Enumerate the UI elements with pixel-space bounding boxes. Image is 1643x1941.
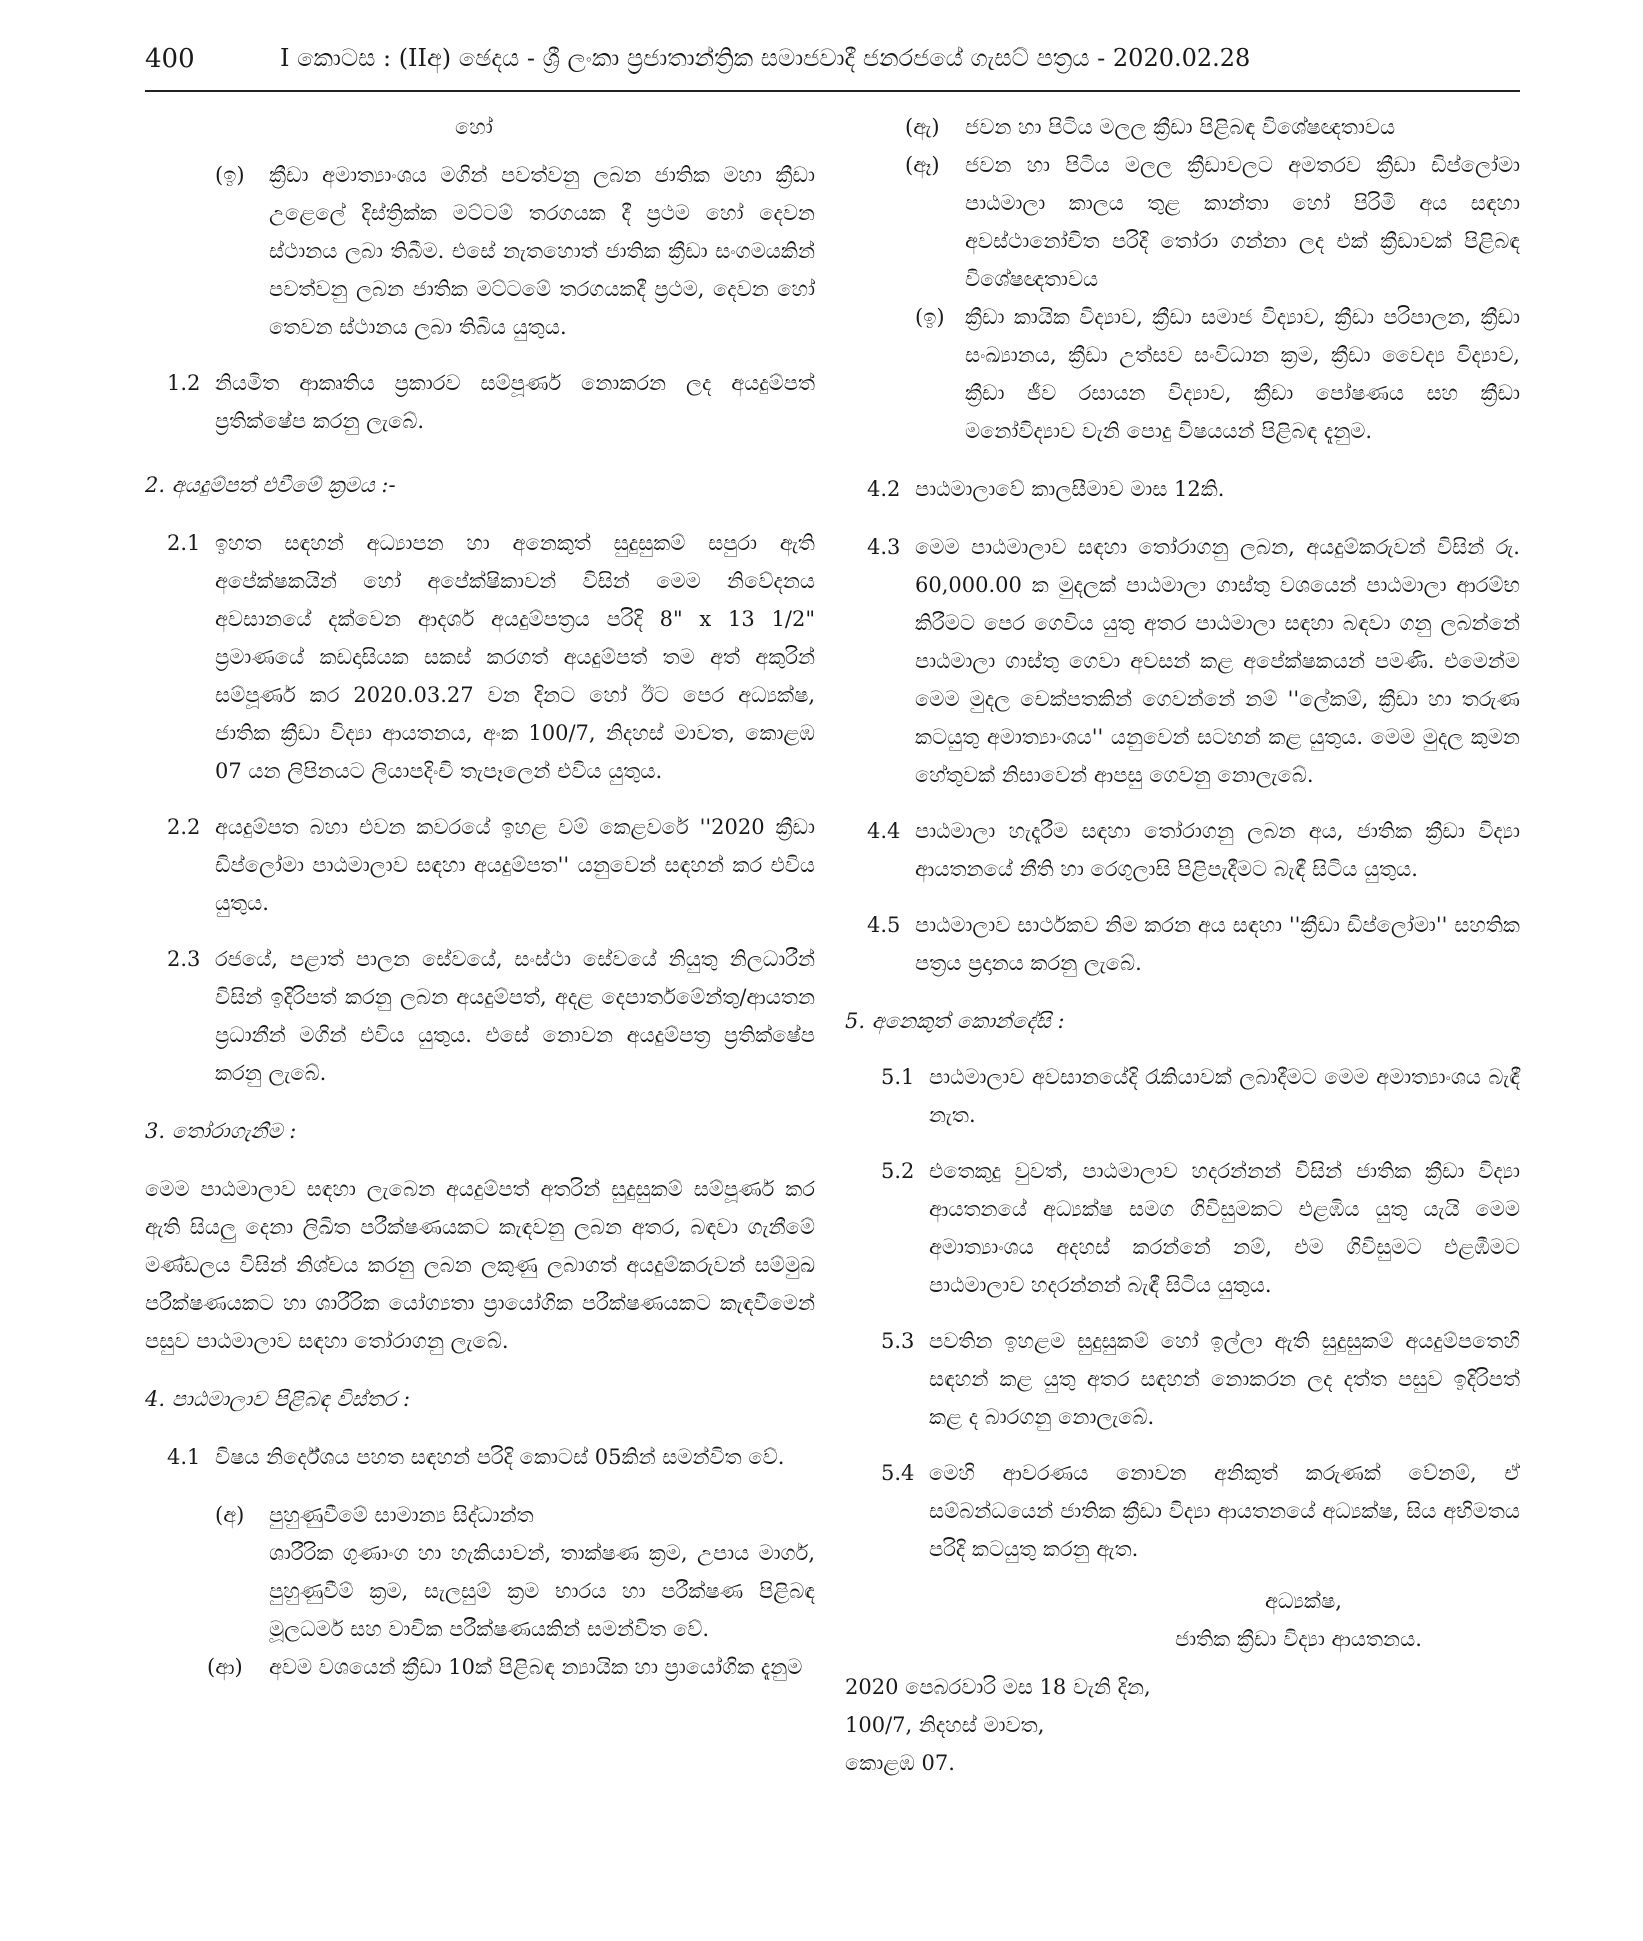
section-4-3-label: 4.3 xyxy=(867,535,901,559)
section-4-5 xyxy=(845,906,1520,982)
section-2-3-text: රජයේ, පළාත් පාලන සේවයේ, සංස්ථා සේවයේ නියුතු නිලධාරීන් විසින් ඉදිරිපත් කරනු ලබන අයදුම්පත්, අදළ දෙපාර්තමේන්තු/ආයතන ප්‍රධානීන් මගින් එවිය යුතුය. එසේ නොවන අයදුම්පත්‍ර ප්‍රතික්ෂේප කරනු ලැබේ. xyxy=(215,947,815,1085)
section-4-5-label: 4.5 xyxy=(867,913,901,937)
or-text: හෝ xyxy=(455,115,493,139)
item-i-right xyxy=(845,298,1520,450)
right-column xyxy=(845,108,1520,1782)
item-ae-text: ජවන හා පිටිය මලල ක්‍රීඩා පිළිබඳ විශේෂඥතාවය xyxy=(965,115,1396,139)
heading-3: 3. තෝරාගැනීම : xyxy=(145,1119,297,1143)
left-column xyxy=(145,108,815,1686)
section-4-2 xyxy=(845,470,1520,508)
notice-date: 2020 පෙබරවාරි මස 18 වැනි දින, xyxy=(845,1675,1151,1699)
item-aee-text: ජවන හා පිටිය මලල ක්‍රීඩාවලට අමතරව ක්‍රීඩා ඩිප්ලෝමා පාඨමාලා කාලය තුළ කාන්තා හෝ පිරිමි අය සඳහා අවස්ථානෝචිත පරිදි තෝරා ගන්නා ලද එක් ක්‍රීඩාවක් පිළිබඳ විශේෂඥතාවය xyxy=(965,153,1520,291)
address-line-2: කොළඹ 07. xyxy=(845,1751,955,1775)
section-4-3 xyxy=(845,528,1520,794)
section-2-2-label: 2.2 xyxy=(167,815,201,839)
item-ae-label: (ඇ) xyxy=(905,115,940,139)
section-4-4-text: පාඨමාලා හැදෑරීම සඳහා තෝරාගනු ලබන අය, ජාතික ක්‍රීඩා විද්‍යා ආයතනයේ නීති හා රෙගුලාසි පිළිපැදීමට බැඳී සිටිය යුතුය. xyxy=(915,819,1520,881)
section-5-2-text: එතෙකුදු වුවත්, පාඨමාලාව හදරන්නන් විසින් ජාතික ක්‍රීඩා විද්‍යා ආයතනයේ අධ්‍යක්ෂ සමග ගිවිසුමකට එළඹිය යුතු යැයි මෙම අමාත්‍යාංශය අදහස් කරන්නේ නම්, එම ගිවිසුමට එළඹීමට පාඨමාලාව හදරන්නන් බැඳී සිටිය යුතුය. xyxy=(929,1159,1520,1297)
page-number: 400 xyxy=(145,44,195,74)
heading-4: 4. පාඨමාලාව පිළිබඳ විස්තර : xyxy=(145,1387,411,1411)
heading-2: 2. අයදුම්පත් එවීමේ ක්‍රමය :- xyxy=(145,473,396,497)
date-address-block xyxy=(845,1668,1520,1782)
section-4-3-text: මෙම පාඨමාලාව සඳහා තෝරාගනු ලබන, අයදුම්කරුවන් විසින් රු. 60,000.00 ක මුදලක් පාඨමාලා ගාස්තු වශයෙන් පාඨමාලා ආරම්භ කිරීමට පෙර ගෙවිය යුතු අතර පාඨමාලා සඳහා බඳවා ගනු ලබන්නේ පාඨමාලා ගාස්තු ගෙවා අවසන් කළ අපේක්ෂකයන් පමණි. එමෙන්ම මෙම මුදල චෙක්පතකින් ගෙවන්නේ නම් ''ලේකම්, ක්‍රීඩා හා තරුණ කටයුතු අමාත්‍යාංශය'' යනුවෙන් සටහන් කළ යුතුය. මෙම මුදල කුමන හේතුවක් නිසාවෙන් ආපසු ගෙවනු නොලැබේ. xyxy=(915,535,1520,787)
item-i-text: ක්‍රීඩා අමාත්‍යාංශය මගින් පවත්වනු ලබන ජාතික මහා ක්‍රීඩා උළෙලේ දිස්ත්‍රික්ක මට්ටම් තරගයක දී ප්‍රථම හෝ දෙවන ස්ථානය ලබා තිබීම. එසේ නැතහොත් ජාතික ක්‍රීඩා සංගමයකින් පවත්වනු ලබන ජාතික මට්ටමේ තරගයකදී ප්‍රථම, දෙවන හෝ තෙවන ස්ථානය ලබා තිබිය යුතුය. xyxy=(269,163,815,339)
section-4-1 xyxy=(145,1438,815,1476)
section-4-2-label: 4.2 xyxy=(867,477,901,501)
item-aa-text: අවම වශයෙන් ක්‍රීඩා 10ක් පිළිබඳ න්‍යායික හා ප්‍රායෝගික දැනුම xyxy=(269,1655,803,1679)
section-5-1 xyxy=(845,1058,1520,1134)
section-4-1-label: 4.1 xyxy=(167,1445,201,1469)
item-aee xyxy=(845,146,1520,298)
header-rule xyxy=(145,90,1520,92)
section-2-1 xyxy=(145,524,815,790)
section-5-3 xyxy=(845,1322,1520,1436)
section-5-4 xyxy=(845,1454,1520,1568)
section-5-2-label: 5.2 xyxy=(881,1159,915,1183)
section-5-1-text: පාඨමාලාව අවසානයේදි රැකියාවක් ලබාදීමට මෙම අමාත්‍යාංශය බැඳී නැත. xyxy=(929,1065,1520,1127)
item-i-label: (ඉ) xyxy=(215,163,245,187)
item-a xyxy=(145,1496,815,1648)
address-line-1: 100/7, නිදහස් මාවත, xyxy=(845,1713,1045,1737)
section-5-3-text: පවතින ඉහළම සුදුසුකම් හෝ ඉල්ලා ඇති සුදුසුකම් අයදුම්පතෙහි සඳහන් කළ යුතු අතර සඳහන් නොකරන ලද දත්ත පසුව ඉදිරිපත් කළ ද බාරගනු නොලැබේ. xyxy=(929,1329,1520,1429)
heading-5: 5. අනෙකුත් කොන්දේසි : xyxy=(845,1009,1065,1033)
section-1-2-text: නියමිත ආකෘතිය ප්‍රකාරව සම්පූර්ණ නොකරන ලද අයදුම්පත් ප්‍රතික්ෂේප කරනු ලැබේ. xyxy=(215,371,815,433)
item-ae xyxy=(845,108,1520,146)
signature-title: අධ්‍යක්ෂ, xyxy=(1265,1589,1342,1613)
item-i xyxy=(145,156,815,346)
section-1-2 xyxy=(145,364,815,440)
section-2-2 xyxy=(145,808,815,922)
item-aee-label: (ඈ) xyxy=(905,153,940,177)
section-5-3-label: 5.3 xyxy=(881,1329,915,1353)
signature-org: ජාතික ක්‍රීඩා විද්‍යා ආයතනය. xyxy=(1175,1627,1422,1651)
section-2-3 xyxy=(145,940,815,1092)
section-4-1-text: විෂය නිර්දේශය පහත සඳහන් පරිදි කොටස් 05කින් සමන්විත වේ. xyxy=(215,1445,785,1469)
item-i-right-label: (ඉ) xyxy=(915,305,945,329)
gazette-header-title: I කොටස : (IIඅ) ඡෙදය - ශ්‍රී ලංකා ප්‍රජාතාන්ත්‍රික සමාජවාදී ජනරජයේ ගැසට් පත්‍රය - 2020.02.28 xyxy=(280,44,1251,72)
item-i-right-text: ක්‍රීඩා කායික විද්‍යාව, ක්‍රීඩා සමාජ විද්‍යාව, ක්‍රීඩා පරිපාලන, ක්‍රීඩා සංඛ්‍යානය, ක්‍රීඩා උත්සව සංවිධාන ක්‍රම, ක්‍රීඩා වෛද්‍ය විද්‍යාව, ක්‍රීඩා ජීව රසායන විද්‍යාව, ක්‍රීඩා පෝෂණය සහ ක්‍රීඩා මනෝවිද්‍යාව වැනි පොදු විෂයයන් පිළිබඳ දැනුම. xyxy=(965,305,1520,443)
item-a-title: පුහුණුවීමේ සාමාන්‍ය සිද්ධාන්ත xyxy=(269,1503,534,1527)
section-2-2-text: අයදුම්පත බහා එවන කවරයේ ඉහළ වම් කෙළවරේ ''2020 ක්‍රීඩා ඩිප්ලෝමා පාඨමාලාව සඳහා අයදුම්පත'' යනුවෙන් සඳහන් කර එවිය යුතුය. xyxy=(215,815,815,915)
section-2-1-label: 2.1 xyxy=(167,531,201,555)
section-2-1-text: ඉහත සඳහන් අධ්‍යාපන හා අනෙකුත් සුදුසුකම් සපුරා ඇති අපේක්ෂකයින් හෝ අපේක්ෂිකාවන් විසින් මෙම නිවේදනය අවසානයේ දක්වෙන ආදර්ශ අයදුම්පත්‍රය පරිදි 8" x 13 1/2" ප්‍රමාණයේ කඩදාසියක සකස් කරගත් අයදුම්පත් තම අත් අකුරින් සම්පූර්ණ කර 2020.03.27 වන දිනට හෝ ඊට පෙර අධ්‍යක්ෂ, ජාතික ක්‍රීඩා විද්‍යා ආයතනය, අංක 100/7, නිදහස් මාවත, කොළඹ 07 යන ලිපිනයට ලියාපදිංචි තැපෑලෙන් එවිය යුතුය. xyxy=(215,531,815,783)
section-4-4 xyxy=(845,812,1520,888)
section-5-4-label: 5.4 xyxy=(881,1461,915,1485)
paragraph-3: මෙම පාඨමාලාව සඳහා ලැබෙන අයදුම්පත් අතරින් සුදුසුකම් සම්පූර්ණ කර ඇති සියලු දෙනා ලිඛිත පරීක්ෂණයකට කැඳවනු ලබන අතර, බඳවා ගැනීමේ මණ්ඩලය විසින් නිශ්චය කරනු ලබන ලකුණු ලබාගත් අයදුම්කරුවන් සම්මුඛ පරීක්ෂණයකට හා ශාරීරික යෝග්‍යතා ප්‍රායෝගික පරීක්ෂණයකට කැඳවීමෙන් පසුව පාඨමාලාව සඳහා තෝරාගනු ලැබේ. xyxy=(145,1177,815,1353)
section-1-2-label: 1.2 xyxy=(167,371,201,395)
signature-block xyxy=(845,1582,1520,1658)
item-aa xyxy=(145,1648,815,1686)
section-2-3-label: 2.3 xyxy=(167,947,201,971)
item-a-label: (අ) xyxy=(215,1503,245,1527)
section-5-4-text: මෙහි ආවරණය නොවන අනිකුත් කරුණක් වේනම්, ඒ සම්බන්ධයෙන් ජාතික ක්‍රීඩා විද්‍යා ආයතනයේ අධ්‍යක්ෂ, සිය අභිමතය පරිදි කටයුතු කරනු ඇත. xyxy=(929,1461,1520,1561)
item-aa-label: (ආ) xyxy=(207,1655,243,1679)
section-4-2-text: පාඨමාලාවේ කාලසීමාව මාස 12කි. xyxy=(915,477,1225,501)
section-5-2 xyxy=(845,1152,1520,1304)
item-a-text: ශාරීරික ගුණාංග හා හැකියාවන්, තාක්ෂණ ක්‍රම, උපාය මාර්ග, පුහුණුවීම් ක්‍රම, සැලසුම් ක්‍රම භාරය හා පරීක්ෂණ පිළිබඳ මූලධර්ම සහ වාචික පරීක්ෂණයකින් සමන්විත වේ. xyxy=(269,1541,815,1641)
section-5-1-label: 5.1 xyxy=(881,1065,915,1089)
section-4-4-label: 4.4 xyxy=(867,819,901,843)
section-4-5-text: පාඨමාලාව සාර්ථකව නිම කරන අය සඳහා ''ක්‍රීඩා ඩිප්ලෝමා'' සහතික පත්‍රය ප්‍රදානය කරනු ලැබේ. xyxy=(915,913,1520,975)
